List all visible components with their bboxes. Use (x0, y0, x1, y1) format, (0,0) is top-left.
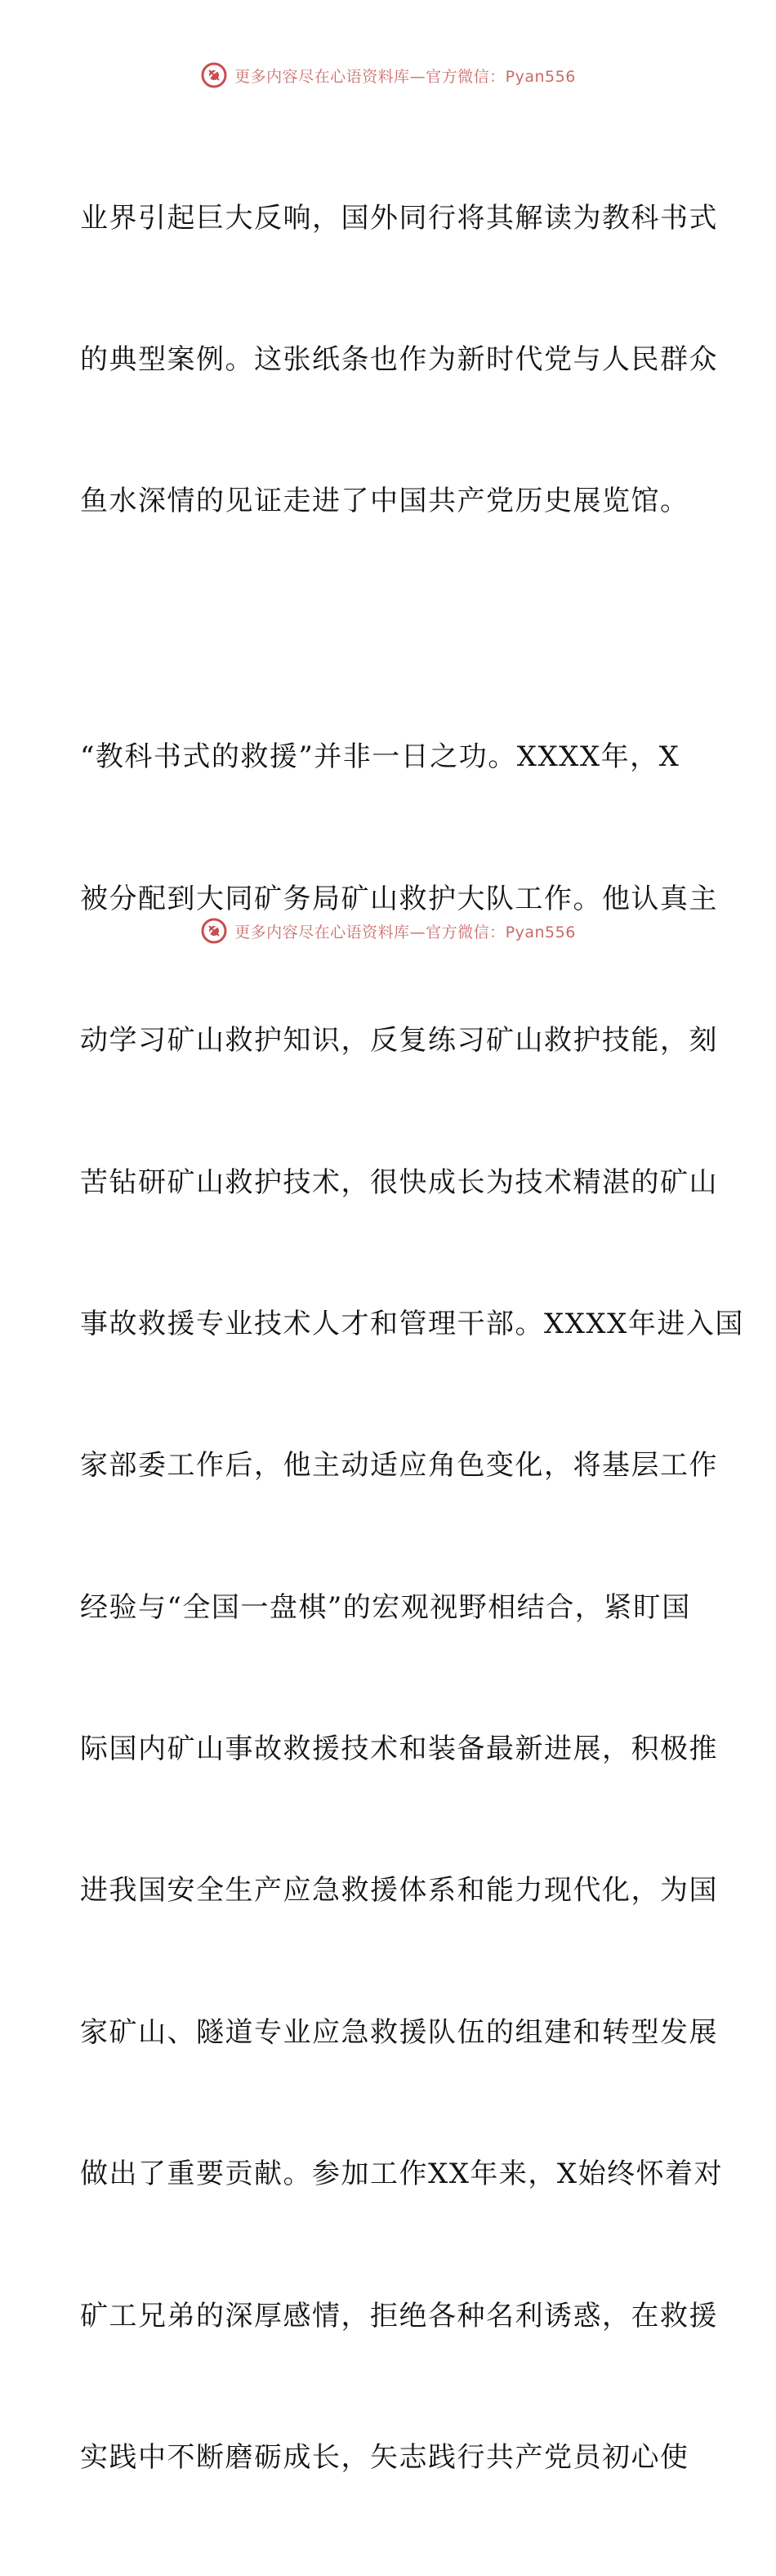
text-line: 家矿山、隧道专业应急救援队伍的组建和转型发展 (80, 2015, 718, 2049)
watermark-text: 更多内容尽在心语资料库—官方微信：Pyan556 (234, 923, 576, 941)
text-line: 苦钻研矿山救护技术，很快成长为技术精湛的矿山 (80, 1165, 718, 1199)
text-line: 实践中不断磨砺成长，矢志践行共产党员初心使 (80, 2441, 689, 2475)
text-line: 矿工兄弟的深厚感情，拒绝各种名利诱惑，在救援 (80, 2299, 718, 2332)
text-line: 被分配到大同矿务局矿山救护大队工作。他认真主 (80, 882, 718, 915)
footer-watermark (0, 915, 776, 947)
text-line: 的典型案例。这张纸条也作为新时代党与人民群众 (80, 342, 718, 376)
text-line: 际国内矿山事故救援技术和装备最新进展，积极推 (80, 1733, 718, 1766)
watermark-text: 更多内容尽在心语资料库—官方微信：Pyan556 (234, 67, 576, 86)
text-line: 动学习矿山救护知识，反复练习矿山救护技能，刻 (80, 1024, 718, 1058)
text-line: 家部委工作后，他主动适应角色变化，将基层工作 (80, 1449, 718, 1483)
text-line: 进我国安全生产应急救援体系和能力现代化，为国 (80, 1874, 718, 1907)
text-line: 经验与“全国一盘棋”的宏观视野相结合，紧盯国 (80, 1590, 691, 1624)
document-body (80, 101, 744, 2576)
text-line: 做出了重要贡献。参加工作XX年来，X始终怀着对 (80, 2158, 724, 2191)
text-line: 事故救援专业技术人才和管理干部。XXXX年进入国 (80, 1307, 744, 1340)
brand-seal-icon (200, 61, 228, 89)
brand-seal-icon (200, 917, 228, 945)
text-line: “教科书式的救援”并非一日之功。XXXX年，X (80, 740, 680, 774)
text-line: 鱼水深情的见证走进了中国共产党历史展览馆。 (80, 485, 689, 518)
text-line: 业界引起巨大反响，国外同行将其解读为教科书式 (80, 201, 718, 235)
header-watermark (0, 59, 776, 92)
paragraph-1 (80, 101, 718, 620)
